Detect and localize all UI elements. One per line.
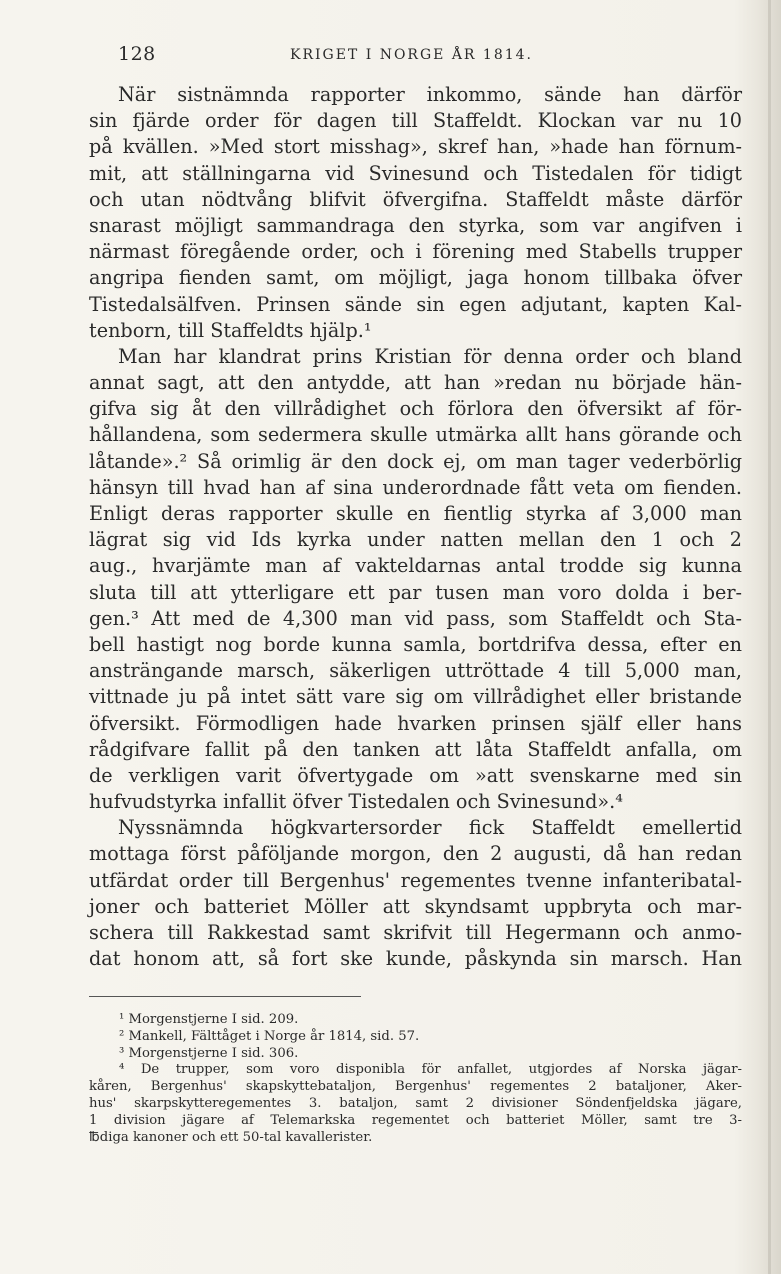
text-line: gen.³ Att med de 4,300 man vid pass, som Staffeldt och Sta- xyxy=(89,606,742,630)
footnote-line: ℔diga kanoner och ett 50-tal kavallerister. xyxy=(89,1129,373,1145)
footnote-line: ⁴ De trupper, som voro disponibla för anfallet, utgjordes af Norska jägar- xyxy=(119,1062,742,1078)
text-line: aug., hvarjämte man af vakteldarnas antal trodde sig kunna xyxy=(89,554,742,578)
footnote-line: ¹ Morgenstjerne I sid. 209. xyxy=(119,1012,299,1027)
text-line: på kvällen. »Med stort misshag», skref han, »hade han förnum- xyxy=(89,135,742,159)
text-line: joner och batteriet Möller att skyndsamt uppbryta och mar- xyxy=(89,894,742,918)
text-line: sluta till att ytterligare ett par tusen man voro dolda i ber- xyxy=(89,580,742,604)
text-line: annat sagt, att den antydde, att han »redan nu började hän- xyxy=(89,371,742,395)
page-edge-shadow xyxy=(768,0,771,1274)
footnote-line: ³ Morgenstjerne I sid. 306. xyxy=(119,1045,299,1061)
text-line: Tistedalsälfven. Prinsen sände sin egen adjutant, kapten Kal- xyxy=(89,292,742,316)
text-line: mottaga först påföljande morgon, den 2 augusti, då han redan xyxy=(89,842,742,866)
text-line: Nyssnämnda högkvartersorder fick Staffeldt emellertid xyxy=(118,816,742,840)
text-line: vittnade ju på intet sätt vare sig om villrådighet eller bristande xyxy=(89,685,742,709)
text-line: dat honom att, så fort ske kunde, påskynda sin marsch. Han xyxy=(89,947,742,971)
footnote-line: hus' skarpskytteregementes 3. bataljon, samt 2 divisioner Söndenfjeldska jägare, xyxy=(89,1095,742,1111)
text-line: Enligt deras rapporter skulle en fientlig styrka af 3,000 man xyxy=(89,502,742,525)
text-line: öfversikt. Förmodligen hade hvarken prinsen själf eller hans xyxy=(89,711,742,735)
text-line: tenborn, till Staffeldts hjälp.¹ xyxy=(89,318,372,342)
text-line: närmast föregående order, och i förening med Stabells trupper xyxy=(89,240,742,264)
text-line: angripa fienden samt, om möjligt, jaga honom tillbaka öfver xyxy=(89,266,742,290)
text-line: Man har klandrat prins Kristian för denna order och bland xyxy=(118,344,742,368)
text-line: sin fjärde order för dagen till Staffeldt. Klockan var nu 10 xyxy=(89,109,742,133)
text-line: mit, att ställningarna vid Svinesund och Tistedalen för tidigt xyxy=(89,161,742,185)
page-number: 128 xyxy=(118,43,156,65)
page-header xyxy=(118,43,742,69)
footnotes xyxy=(89,1012,742,1146)
text-line: bell hastigt nog borde kunna samla, bortdrifva dessa, efter en xyxy=(89,632,742,656)
text-line: schera till Rakkestad samt skrifvit till Hegermann och anmo- xyxy=(89,921,742,944)
text-line: låtande».² Så orimlig är den dock ej, om man tager vederbörlig xyxy=(89,449,742,473)
text-line: snarast möjligt sammandraga den styrka, som var angifven i xyxy=(89,213,742,237)
running-head: KRIGET I NORGE ÅR 1814. xyxy=(290,47,534,63)
text-line: hufvudstyrka infallit öfver Tistedalen och Svinesund».⁴ xyxy=(89,790,623,814)
text-line: gifva sig åt den villrådighet och förlora den öfversikt af för- xyxy=(89,397,742,421)
footnote-line: ² Mankell, Fälttåget i Norge år 1814, sid. 57. xyxy=(119,1028,420,1044)
text-line: hållandena, som sedermera skulle utmärka allt hans görande och xyxy=(89,423,742,447)
footnote-line: 1 division jägare af Telemarkska regementet och batteriet Möller, samt tre 3- xyxy=(89,1112,742,1128)
footnote-separator xyxy=(89,996,361,997)
text-line: hänsyn till hvad han af sina underordnade fått veta om fienden. xyxy=(89,475,742,499)
text-line: lägrat sig vid Ids kyrka under natten mellan den 1 och 2 xyxy=(89,528,742,552)
text-line: utfärdat order till Bergenhus' regementes tvenne infanteribatal- xyxy=(89,868,742,892)
body-text xyxy=(89,82,742,972)
text-line: de verkligen varit öfvertygade om »att svenskarne med sin xyxy=(89,763,742,787)
text-line: När sistnämnda rapporter inkommo, sände han därför xyxy=(118,83,742,106)
text-line: ansträngande marsch, säkerligen uttröttade 4 till 5,000 man, xyxy=(89,659,742,683)
text-line: rådgifvare fallit på den tanken att låta Staffeldt anfalla, om xyxy=(89,737,742,761)
footnote-line: kåren, Bergenhus' skapskyttebataljon, Bergenhus' regementes 2 bataljoner, Aker- xyxy=(89,1079,742,1095)
text-line: och utan nödtvång blifvit öfvergifna. Staffeldt måste därför xyxy=(89,187,742,211)
